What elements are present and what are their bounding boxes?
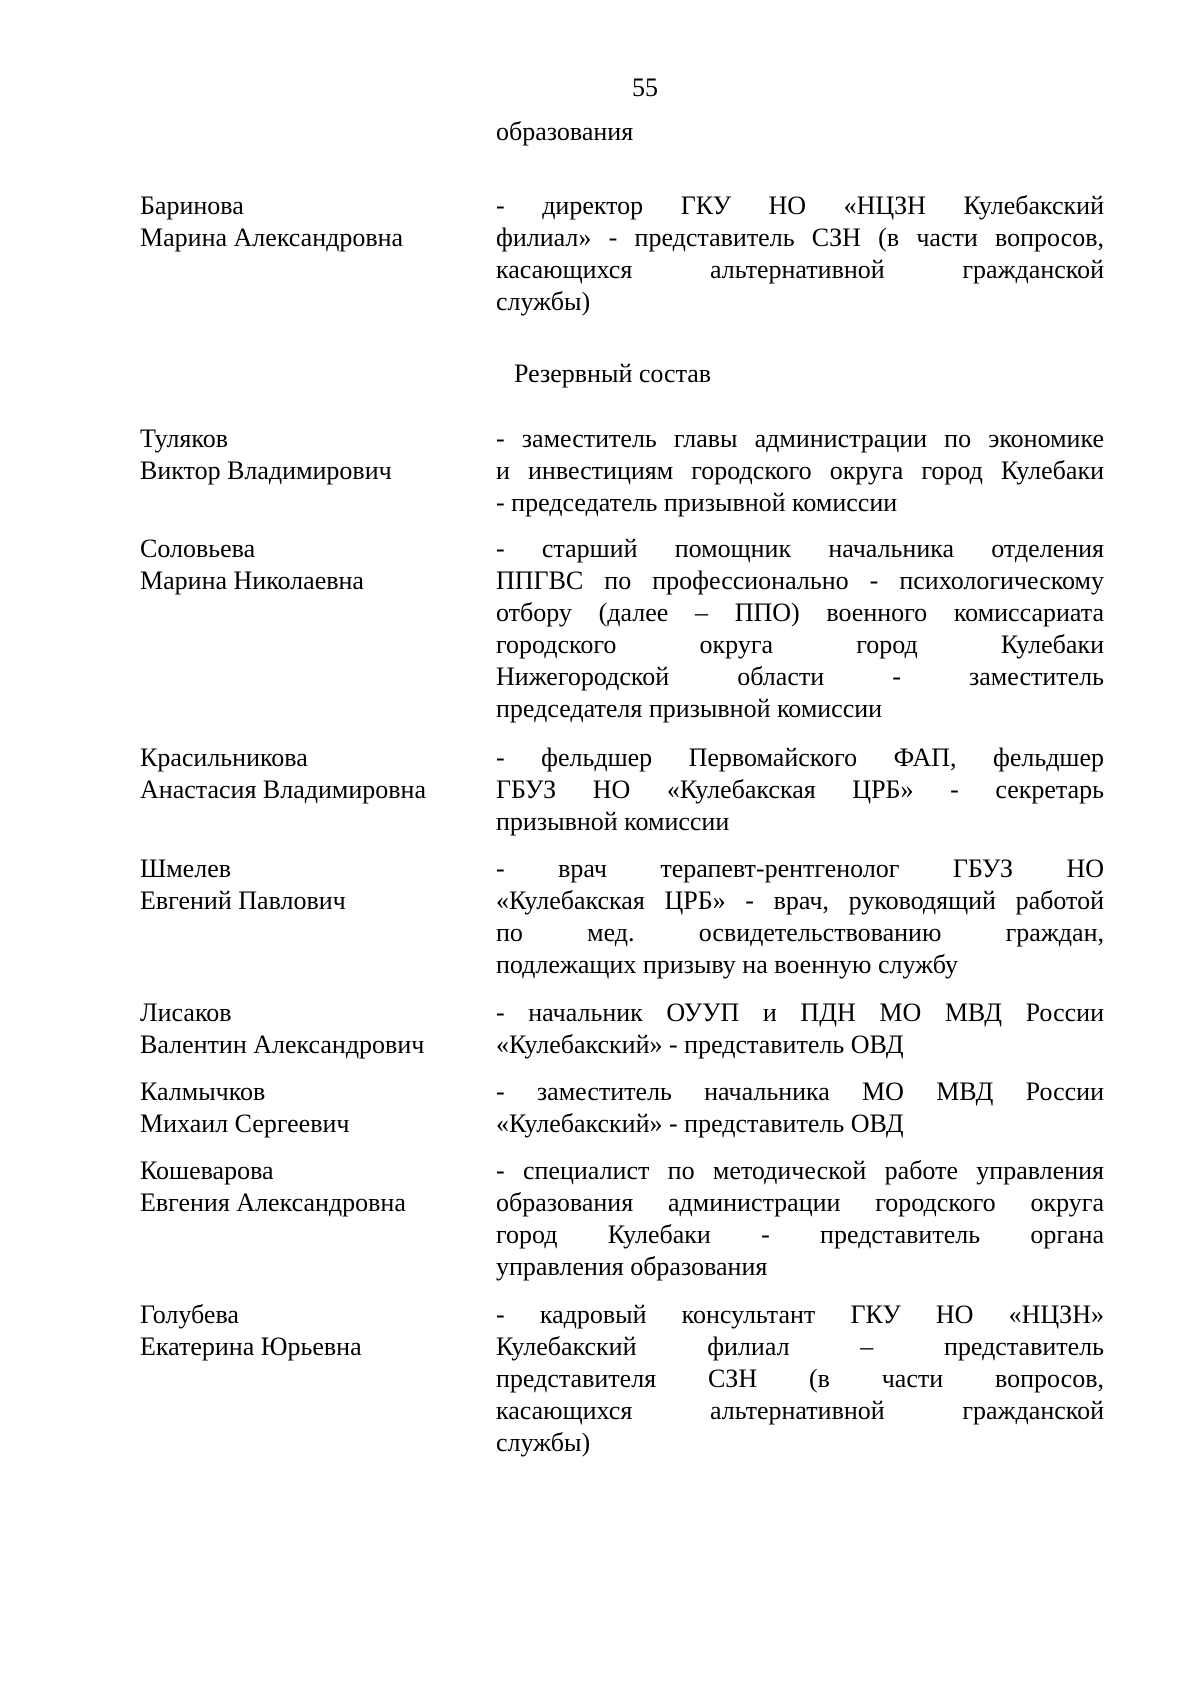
description-line: управления образования [496, 1252, 768, 1281]
section-heading: Резервный состав [514, 359, 712, 388]
member-name [140, 853, 480, 917]
member-description [496, 1076, 1104, 1140]
member-name [140, 190, 480, 254]
description-line: подлежащих призыву на военную службу [496, 950, 958, 979]
description-line: призывной комиссии [496, 807, 730, 836]
member-surname: Туляков [140, 424, 228, 453]
member-description [496, 742, 1104, 838]
member-surname: Красильникова [140, 743, 308, 772]
description-line: - начальник ОУУП и ПДН МО МВД России [496, 998, 1104, 1027]
description-line: отбору (далее – ППО) военного комиссариата [496, 598, 1104, 627]
member-name [140, 1299, 480, 1363]
description-line: город Кулебаки - представитель органа [496, 1220, 1104, 1249]
description-line: по мед. освидетельствованию граждан, [496, 918, 1104, 947]
member-given-names: Марина Александровна [140, 223, 404, 252]
description-line: ППГВС по профессионально - психологическому [496, 566, 1104, 595]
member-description [496, 190, 1104, 318]
member-name [140, 1076, 480, 1140]
member-given-names: Анастасия Владимировна [140, 775, 426, 804]
member-description [496, 1155, 1104, 1283]
member-given-names: Евгений Павлович [140, 886, 346, 915]
description-line: - врач терапевт-рентгенолог ГБУЗ НО [496, 854, 1104, 883]
description-line: образования администрации городского округа [496, 1188, 1104, 1217]
member-given-names: Михаил Сергеевич [140, 1109, 350, 1138]
member-name [140, 742, 480, 806]
description-line: службы) [496, 1428, 591, 1457]
member-description [496, 423, 1104, 519]
member-name [140, 1155, 480, 1219]
description-line: - заместитель главы администрации по экономике [496, 424, 1104, 453]
description-line: - директор ГКУ НО «НЦЗН Кулебакский [496, 191, 1104, 220]
description-line: - старший помощник начальника отделения [496, 534, 1104, 563]
description-line: касающихся альтернативной гражданской [496, 255, 1104, 284]
member-surname: Соловьева [140, 534, 256, 563]
member-name [140, 423, 480, 487]
description-line: ГБУЗ НО «Кулебакская ЦРБ» - секретарь [496, 775, 1104, 804]
member-given-names: Екатерина Юрьевна [140, 1332, 362, 1361]
description-line: Кулебакский филиал – представитель [496, 1332, 1104, 1361]
member-given-names: Марина Николаевна [140, 566, 364, 595]
description-line: Нижегородской области - заместитель [496, 662, 1104, 691]
description-line: «Кулебакский» - представитель ОВД [496, 1030, 904, 1059]
member-description [496, 853, 1104, 981]
member-given-names: Валентин Александрович [140, 1030, 425, 1059]
member-surname: Калмычков [140, 1077, 266, 1106]
member-given-names: Евгения Александровна [140, 1188, 406, 1217]
description-line: городского округа город Кулебаки [496, 630, 1104, 659]
member-description [496, 1299, 1104, 1459]
member-surname: Шмелев [140, 854, 232, 883]
member-name [140, 533, 480, 597]
member-given-names: Виктор Владимирович [140, 456, 392, 485]
member-name [140, 997, 480, 1061]
member-description [496, 997, 1104, 1061]
description-line: «Кулебакская ЦРБ» - врач, руководящий работой [496, 886, 1104, 915]
description-line: касающихся альтернативной гражданской [496, 1396, 1104, 1425]
member-surname: Кошеварова [140, 1156, 274, 1185]
description-line: филиал» - представитель СЗН (в части вопросов, [496, 223, 1104, 252]
description-line: - фельдшер Первомайского ФАП, фельдшер [496, 743, 1104, 772]
description-line: службы) [496, 287, 591, 316]
description-line: - председатель призывной комиссии [496, 488, 898, 517]
description-line: «Кулебакский» - представитель ОВД [496, 1109, 904, 1138]
description-line: - заместитель начальника МО МВД России [496, 1077, 1104, 1106]
member-surname: Баринова [140, 191, 244, 220]
description-line: - специалист по методической работе управления [496, 1156, 1104, 1185]
page-number: 55 [632, 73, 658, 102]
member-description [496, 533, 1104, 725]
description-line: представителя СЗН (в части вопросов, [496, 1364, 1104, 1393]
member-surname: Лисаков [140, 998, 232, 1027]
description-line: и инвестициям городского округа город Кулебаки [496, 456, 1104, 485]
description-line: председателя призывной комиссии [496, 694, 883, 723]
description-line: - кадровый консультант ГКУ НО «НЦЗН» [496, 1300, 1104, 1329]
continuation-text: образования [496, 117, 634, 146]
member-surname: Голубева [140, 1300, 239, 1329]
